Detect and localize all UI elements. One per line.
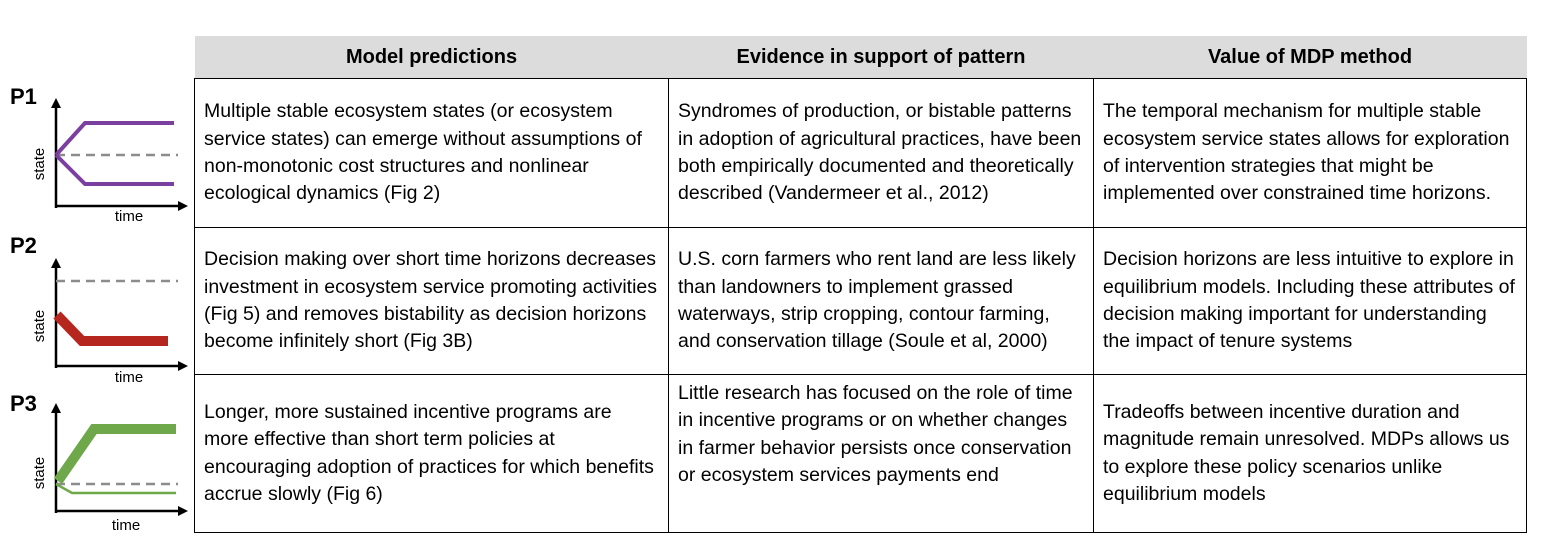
prediction-cell: Multiple stable ecosystem states (or ecosystem service states) can emerge without assumptions of non-monotonic cost structures and nonlinear ecological dynamics (Fig 2) [195, 79, 669, 228]
y-axis-label: state [31, 309, 48, 343]
row-label-p3: P3 [10, 391, 37, 416]
prediction-cell: Decision making over short time horizons decreases investment in ecosystem service promoting activities (Fig 5) and removes bistability as decision horizons become infinitely short (Fig 3B) [195, 228, 669, 375]
x-axis-label: time [114, 369, 144, 386]
header-evidence: Evidence in support of pattern [669, 36, 1094, 79]
y-axis-arrow [51, 258, 61, 268]
row-label-p1: P1 [10, 84, 37, 109]
y-axis-arrow [51, 98, 61, 108]
upper-state-trajectory [56, 123, 174, 155]
evidence-cell: Syndromes of production, or bistable patterns in adoption of agricultural practices, have been both empirically documented and theoretically described (Vandermeer et al., 2012) [669, 79, 1094, 228]
x-axis-label: time [114, 208, 144, 225]
long-incentive-trajectory [58, 429, 176, 481]
x-axis-arrow [178, 506, 188, 516]
predictions-table [194, 36, 1527, 533]
header-row [195, 36, 1527, 79]
value-cell: The temporal mechanism for multiple stable ecosystem service states allows for exploration of intervention strategies that might be implemented over constrained time horizons. [1094, 79, 1527, 228]
value-cell: Decision horizons are less intuitive to explore in equilibrium models. Including these attributes of decision making important for understanding the impact of tenure systems [1094, 228, 1527, 375]
lower-state-trajectory [56, 155, 174, 184]
y-axis-arrow [51, 403, 61, 413]
p2-schematic-plot [28, 256, 193, 386]
y-axis-label: state [31, 147, 48, 181]
x-axis-arrow [178, 201, 188, 211]
evidence-cell: Little research has focused on the role of time in incentive programs or on whether changes in farmer behavior persists once conservation or ecosystem services payments end [669, 375, 1094, 533]
table-row-p1 [195, 79, 1527, 228]
p1-schematic-plot [28, 96, 193, 226]
table-row-p2 [195, 228, 1527, 375]
short-incentive-trajectory [56, 484, 176, 493]
table-row-p3 [195, 375, 1527, 533]
row-label-p2: P2 [10, 233, 37, 258]
x-axis-arrow [178, 361, 188, 371]
value-cell: Tradeoffs between incentive duration and magnitude remain unresolved. MDPs allows us to explore these policy scenarios unlike equilibrium models [1094, 375, 1527, 533]
p3-schematic-plot [28, 403, 193, 538]
x-axis-label: time [111, 517, 141, 534]
evidence-cell: U.S. corn farmers who rent land are less likely than landowners to implement grassed waterways, strip cropping, contour farming, and conservation tillage (Soule et al, 2000) [669, 228, 1094, 375]
state-trajectory [57, 315, 168, 341]
y-axis-label: state [31, 456, 48, 490]
prediction-cell: Longer, more sustained incentive programs are more effective than short term policies at encouraging adoption of practices for which benefits accrue slowly (Fig 6) [195, 375, 669, 533]
header-mdp-value: Value of MDP method [1094, 36, 1527, 79]
header-model-predictions: Model predictions [195, 36, 669, 79]
